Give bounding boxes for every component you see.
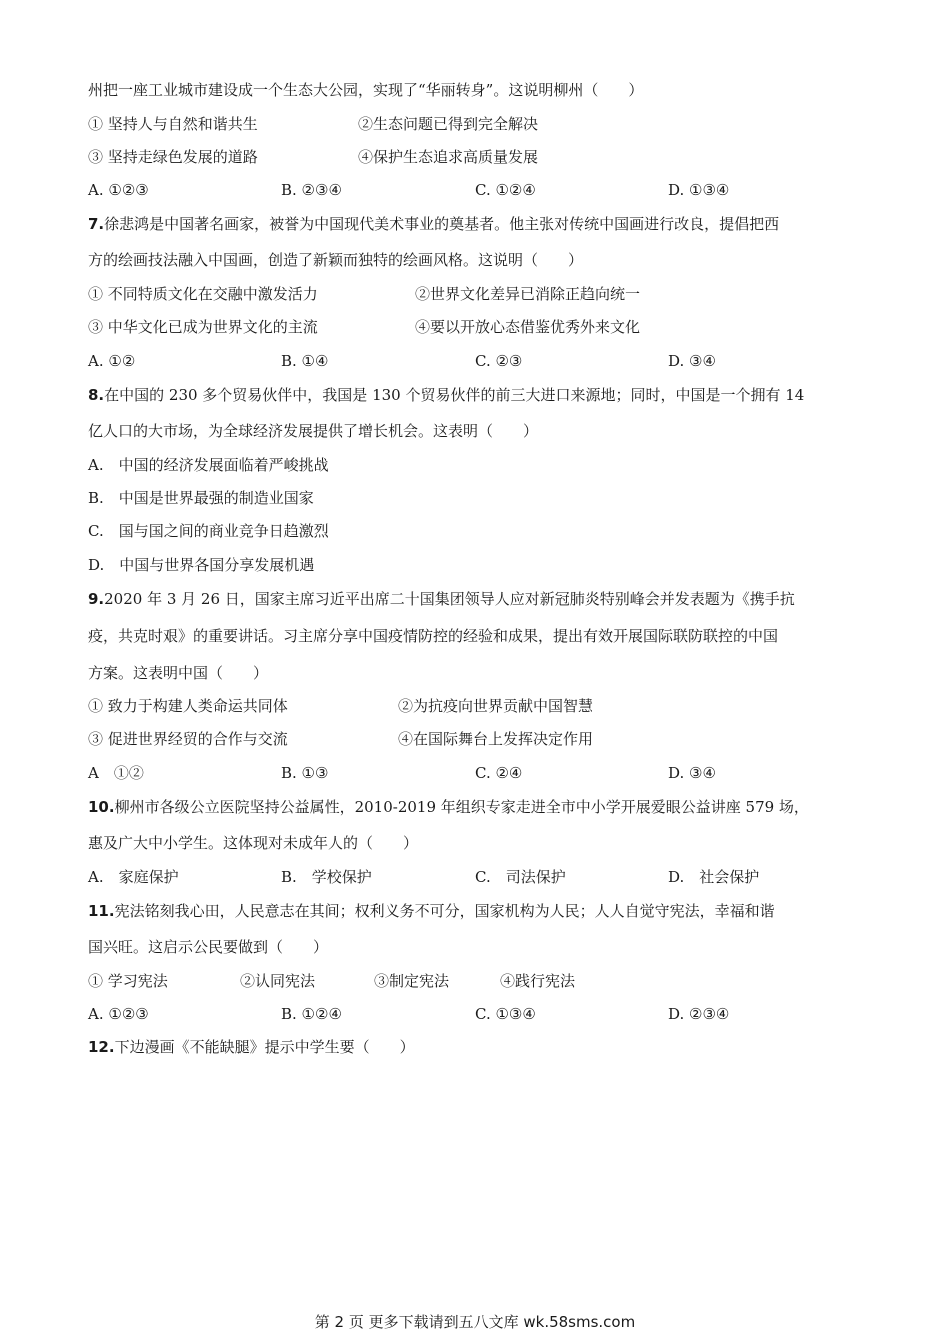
q9-stem-line-1: 9.2020 年 3 月 26 日，国家主席习近平出席二十国集团领导人应对新冠肺炎特别峰会并发表题为《携手抗	[88, 590, 795, 608]
q7-option-c: C. ②③	[475, 352, 523, 370]
q9-options	[88, 763, 862, 783]
q7-statement-4: ④要以开放心态借鉴优秀外来文化	[415, 318, 641, 336]
q11-statements	[88, 971, 862, 991]
q7-stem-line-2: 方的绘画技法融入中国画，创造了新颖而独特的绘画风格。这说明（ ）	[88, 251, 584, 269]
q10-option-b: B. 学校保护	[281, 868, 372, 886]
q12-number: 12.	[88, 1038, 115, 1056]
q11-number: 11.	[88, 902, 115, 920]
q6-statement-3: ③ 坚持走绿色发展的道路	[88, 148, 258, 166]
q7-statement-2: ②世界文化差异已消除正趋向统一	[415, 285, 641, 303]
q11-option-c: C. ①③④	[475, 1005, 536, 1023]
q10-option-c: C. 司法保护	[475, 868, 566, 886]
q9-statements-row-2	[88, 729, 862, 749]
q9-stem-line-3: 方案。这表明中国（ ）	[88, 664, 269, 682]
q7-options	[88, 351, 862, 371]
q11-option-b: B. ①②④	[281, 1005, 342, 1023]
q10-option-a: A. 家庭保护	[88, 868, 179, 886]
q9-number: 9.	[88, 590, 105, 608]
q7-statements-row-1	[88, 284, 862, 304]
q10-stem-line-1: 10.柳州市各级公立医院坚持公益属性，2010-2019 年组织专家走进全市中小学开展爱眼公益讲座 579 场，	[88, 798, 809, 816]
q10-stem-line-2: 惠及广大中小学生。这体现对未成年人的（ ）	[88, 834, 419, 852]
q6-option-d: D. ①③④	[668, 181, 730, 199]
q8-stem-line-1: 8.在中国的 230 多个贸易伙伴中，我国是 130 个贸易伙伴的前三大进口来源地；同时，中国是一个拥有 14	[88, 386, 805, 404]
q6-statement-1: ① 坚持人与自然和谐共生	[88, 115, 258, 133]
q6-statements-row-1	[88, 114, 862, 134]
q11-statement-3: ③制定宪法	[374, 972, 450, 990]
q6-option-b: B. ②③④	[281, 181, 342, 199]
q6-statement-2: ②生态问题已得到完全解决	[358, 115, 539, 133]
q9-option-b: B. ①③	[281, 764, 329, 782]
q7-option-d: D. ③④	[668, 352, 716, 370]
q9-statement-4: ④在国际舞台上发挥决定作用	[398, 730, 594, 748]
q8-stem-line-2: 亿人口的大市场，为全球经济发展提供了增长机会。这表明（ ）	[88, 422, 539, 440]
q10-options	[88, 867, 862, 887]
q8-option-b: B. 中国是世界最强的制造业国家	[88, 489, 314, 507]
q11-statement-2: ②认同宪法	[240, 972, 316, 990]
q12-stem-line-1: 12.下边漫画《不能缺腿》提示中学生要（ ）	[88, 1038, 415, 1056]
q7-option-a: A. ①②	[88, 352, 136, 370]
q8-option-c: C. 国与国之间的商业竞争日趋激烈	[88, 522, 329, 540]
q11-options	[88, 1004, 862, 1024]
q9-statements-row-1	[88, 696, 862, 716]
q11-statement-4: ④践行宪法	[500, 972, 576, 990]
q7-statement-3: ③ 中华文化已成为世界文化的主流	[88, 318, 318, 336]
q8-number: 8.	[88, 386, 105, 404]
q8-option-a: A. 中国的经济发展面临着严峻挑战	[88, 456, 329, 474]
q7-option-b: B. ①④	[281, 352, 329, 370]
q10-option-d: D. 社会保护	[668, 868, 760, 886]
q7-statements-row-2	[88, 317, 862, 337]
q9-stem-line-2: 疫，共克时艰》的重要讲话。习主席分享中国疫情防控的经验和成果，提出有效开展国际联防联控的中国	[88, 627, 779, 645]
q9-statement-1: ① 致力于构建人类命运共同体	[88, 697, 288, 715]
q6-statements-row-2	[88, 147, 862, 167]
q9-option-c: C. ②④	[475, 764, 523, 782]
q6-options	[88, 180, 862, 200]
q6-stem: 州把一座工业城市建设成一个生态大公园，实现了“华丽转身”。这说明柳州（ ）	[88, 81, 644, 99]
q10-number: 10.	[88, 798, 115, 816]
q9-option-d: D. ③④	[668, 764, 716, 782]
q7-number: 7.	[88, 215, 105, 233]
q6-option-a: A. ①②③	[88, 181, 149, 199]
q9-option-a: A ①②	[88, 764, 144, 782]
q11-stem-line-1: 11.宪法铭刻我心田，人民意志在其间；权利义务不可分，国家机构为人民；人人自觉守宪法，幸福和谐	[88, 902, 775, 920]
q8-option-d: D. 中国与世界各国分享发展机遇	[88, 556, 315, 574]
q11-option-d: D. ②③④	[668, 1005, 730, 1023]
q11-statement-1: ① 学习宪法	[88, 972, 168, 990]
q9-statement-3: ③ 促进世界经贸的合作与交流	[88, 730, 288, 748]
q6-option-c: C. ①②④	[475, 181, 536, 199]
q7-stem-line-1: 7.徐悲鸿是中国著名画家，被誉为中国现代美术事业的奠基者。他主张对传统中国画进行改良，提倡把西	[88, 215, 780, 233]
q6-statement-4: ④保护生态追求高质量发展	[358, 148, 539, 166]
q7-statement-1: ① 不同特质文化在交融中激发活力	[88, 285, 318, 303]
page-footer: 第 2 页 更多下载请到五八文库 wk.58sms.com	[314, 1313, 636, 1331]
q9-statement-2: ②为抗疫向世界贡献中国智慧	[398, 697, 594, 715]
q11-stem-line-2: 国兴旺。这启示公民要做到（ ）	[88, 938, 329, 956]
q11-option-a: A. ①②③	[88, 1005, 149, 1023]
